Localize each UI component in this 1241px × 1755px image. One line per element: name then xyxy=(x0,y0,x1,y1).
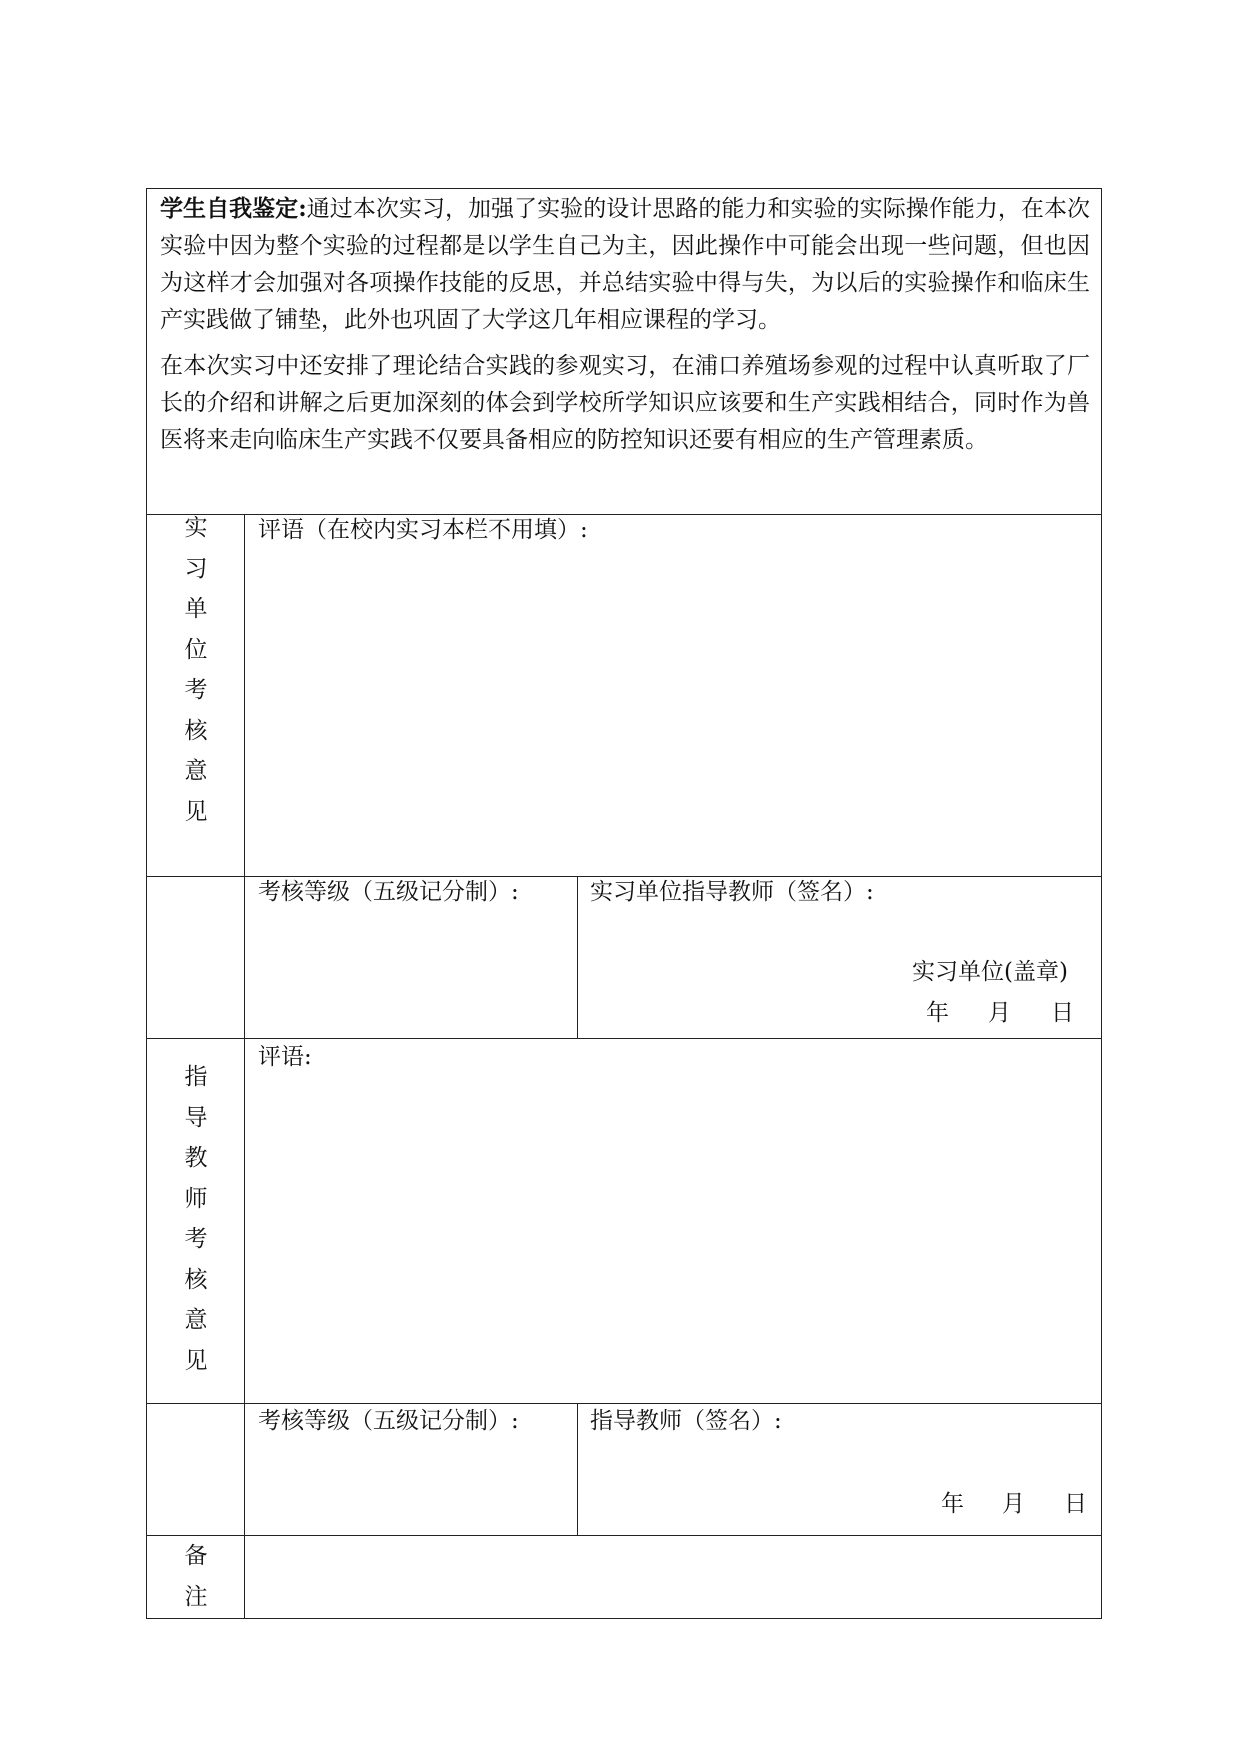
remarks-side-label: 备 注 xyxy=(184,1543,208,1610)
unit-grade-label: 考核等级（五级记分制）: xyxy=(258,879,519,905)
teacher-date-year: 年 xyxy=(941,1491,964,1517)
unit-stamp-label: 实习单位(盖章) xyxy=(912,959,1068,985)
teacher-grade-label: 考核等级（五级记分制）: xyxy=(258,1408,519,1434)
self-assessment-paragraph-1 xyxy=(160,190,1090,339)
label-column-divider xyxy=(244,514,245,1619)
teacher-grade-column-divider xyxy=(577,1403,578,1535)
row-divider-unit-grade xyxy=(146,1038,1102,1039)
self-assessment-heading: 学生自我鉴定: xyxy=(160,195,307,222)
unit-date-year: 年 xyxy=(926,1000,949,1026)
teacher-assessment-side-label: 指 导 教 师 考 核 意 见 xyxy=(184,1064,208,1374)
self-assessment-paragraph-2 xyxy=(160,348,1090,459)
unit-date-day: 日 xyxy=(1051,1000,1074,1026)
self-assessment-text-2: 在本次实习中还安排了理论结合实践的参观实习，在浦口养殖场参观的过程中认真听取了厂长的介绍和讲解之后更加深刻的体会到学校所学知识应该要和生产实践相结合，同时作为兽医将来走向临床生产实践不仅要具备相应的防控知识还要有相应的生产管理素质。 xyxy=(160,353,1090,453)
unit-comment-label: 评语（在校内实习本栏不用填）: xyxy=(258,517,588,543)
self-assessment-text-1: 通过本次实习，加强了实验的设计思路的能力和实验的实际操作能力，在本次实验中因为整个实验的过程都是以学生自己为主，因此操作中可能会出现一些问题，但也因为这样才会加强对各项操作技能的反思，并总结实验中得与失，为以后的实验操作和临床生产实践做了铺垫，此外也巩固了大学这几年相应课程的学习。 xyxy=(160,196,1090,333)
teacher-date-month: 月 xyxy=(1002,1491,1025,1517)
unit-assessment-side-label: 实 习 单 位 考 核 意 见 xyxy=(184,515,208,825)
row-divider-teacher-comment xyxy=(146,1403,1102,1404)
teacher-date-day: 日 xyxy=(1064,1491,1087,1517)
teacher-signature-label: 指导教师（签名）: xyxy=(590,1408,782,1434)
teacher-comment-label: 评语: xyxy=(258,1044,312,1070)
unit-date-month: 月 xyxy=(988,1000,1011,1026)
row-divider-teacher-grade xyxy=(146,1535,1102,1536)
unit-grade-column-divider xyxy=(577,876,578,1038)
unit-teacher-signature-label: 实习单位指导教师（签名）: xyxy=(590,879,874,905)
